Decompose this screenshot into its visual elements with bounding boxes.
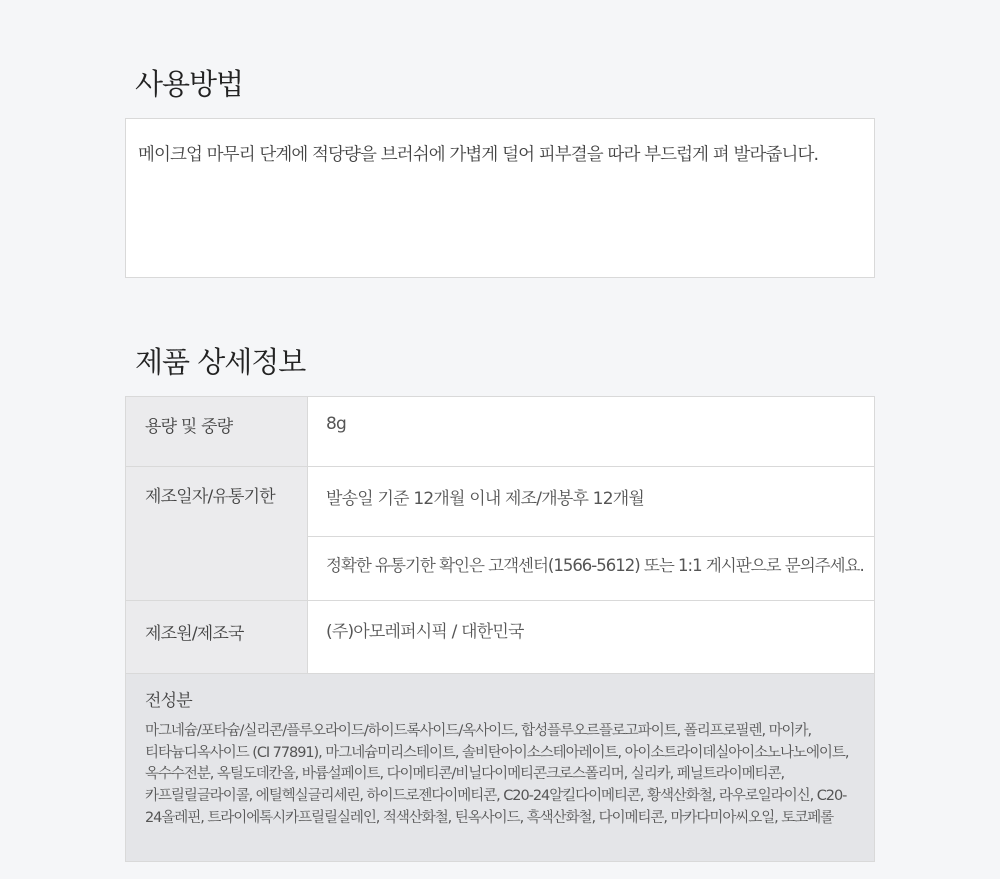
date-note: 정확한 유통기한 확인은 고객센터(1566-5612) 또는 1:1 게시판으로 문의주세요.: [308, 537, 875, 601]
usage-text: 메이크업 마무리 단계에 적당량을 브러쉬에 가볍게 덜어 피부결을 따라 부드럽게 펴 발라줍니다.: [138, 145, 819, 165]
maker-label: 제조원/제조국: [126, 601, 308, 674]
usage-box: [125, 118, 875, 278]
date-label: 제조일자/유통기한: [126, 467, 308, 601]
capacity-value: 8g: [308, 397, 875, 467]
details-section-title: 제품 상세정보: [135, 345, 306, 379]
table-row-dates: [126, 467, 875, 537]
maker-value: (주)아모레퍼시픽 / 대한민국: [308, 601, 875, 674]
date-value: 발송일 기준 12개월 이내 제조/개봉후 12개월: [308, 467, 875, 537]
ingredients-label: 전성분: [145, 691, 192, 711]
ingredients-cell: [126, 674, 875, 862]
capacity-label: 용량 및 중량: [126, 397, 308, 467]
table-row-maker: [126, 601, 875, 674]
table-row-ingredients: [126, 674, 875, 862]
ingredients-value: 마그네슘/포타슘/실리콘/플루오라이드/하이드록사이드/옥사이드, 합성플루오르플로고파이트, 폴리프로필렌, 마이카, 티타늄디옥사이드 (CI 77891), 마그네슘미리스테이트, 솔비탄아이소스테아레이트, 아이소트라이데실아이소노나노에이트, 옥수수전분, 옥틸도데칸올, 바륨설페이트, 다이메티콘/비닐다이메티콘크로스폴리머, 실리카, 페닐트라이메티콘, 카프릴릴글라이콜, 에틸헥실글리세린, 하이드로젠다이메티콘, C20-24알킬다이메티콘, 황색산화철, 라우로일라이신, C20-24올레핀, 트라이에톡시카프릴릴실레인, 적색산화철, 틴옥사이드, 흑색산화철, 다이메티콘, 마카다미아씨오일, 토코페롤: [145, 723, 849, 826]
table-row-capacity: [126, 397, 875, 467]
product-detail-table: [125, 396, 875, 862]
usage-section-title: 사용방법: [135, 67, 244, 101]
